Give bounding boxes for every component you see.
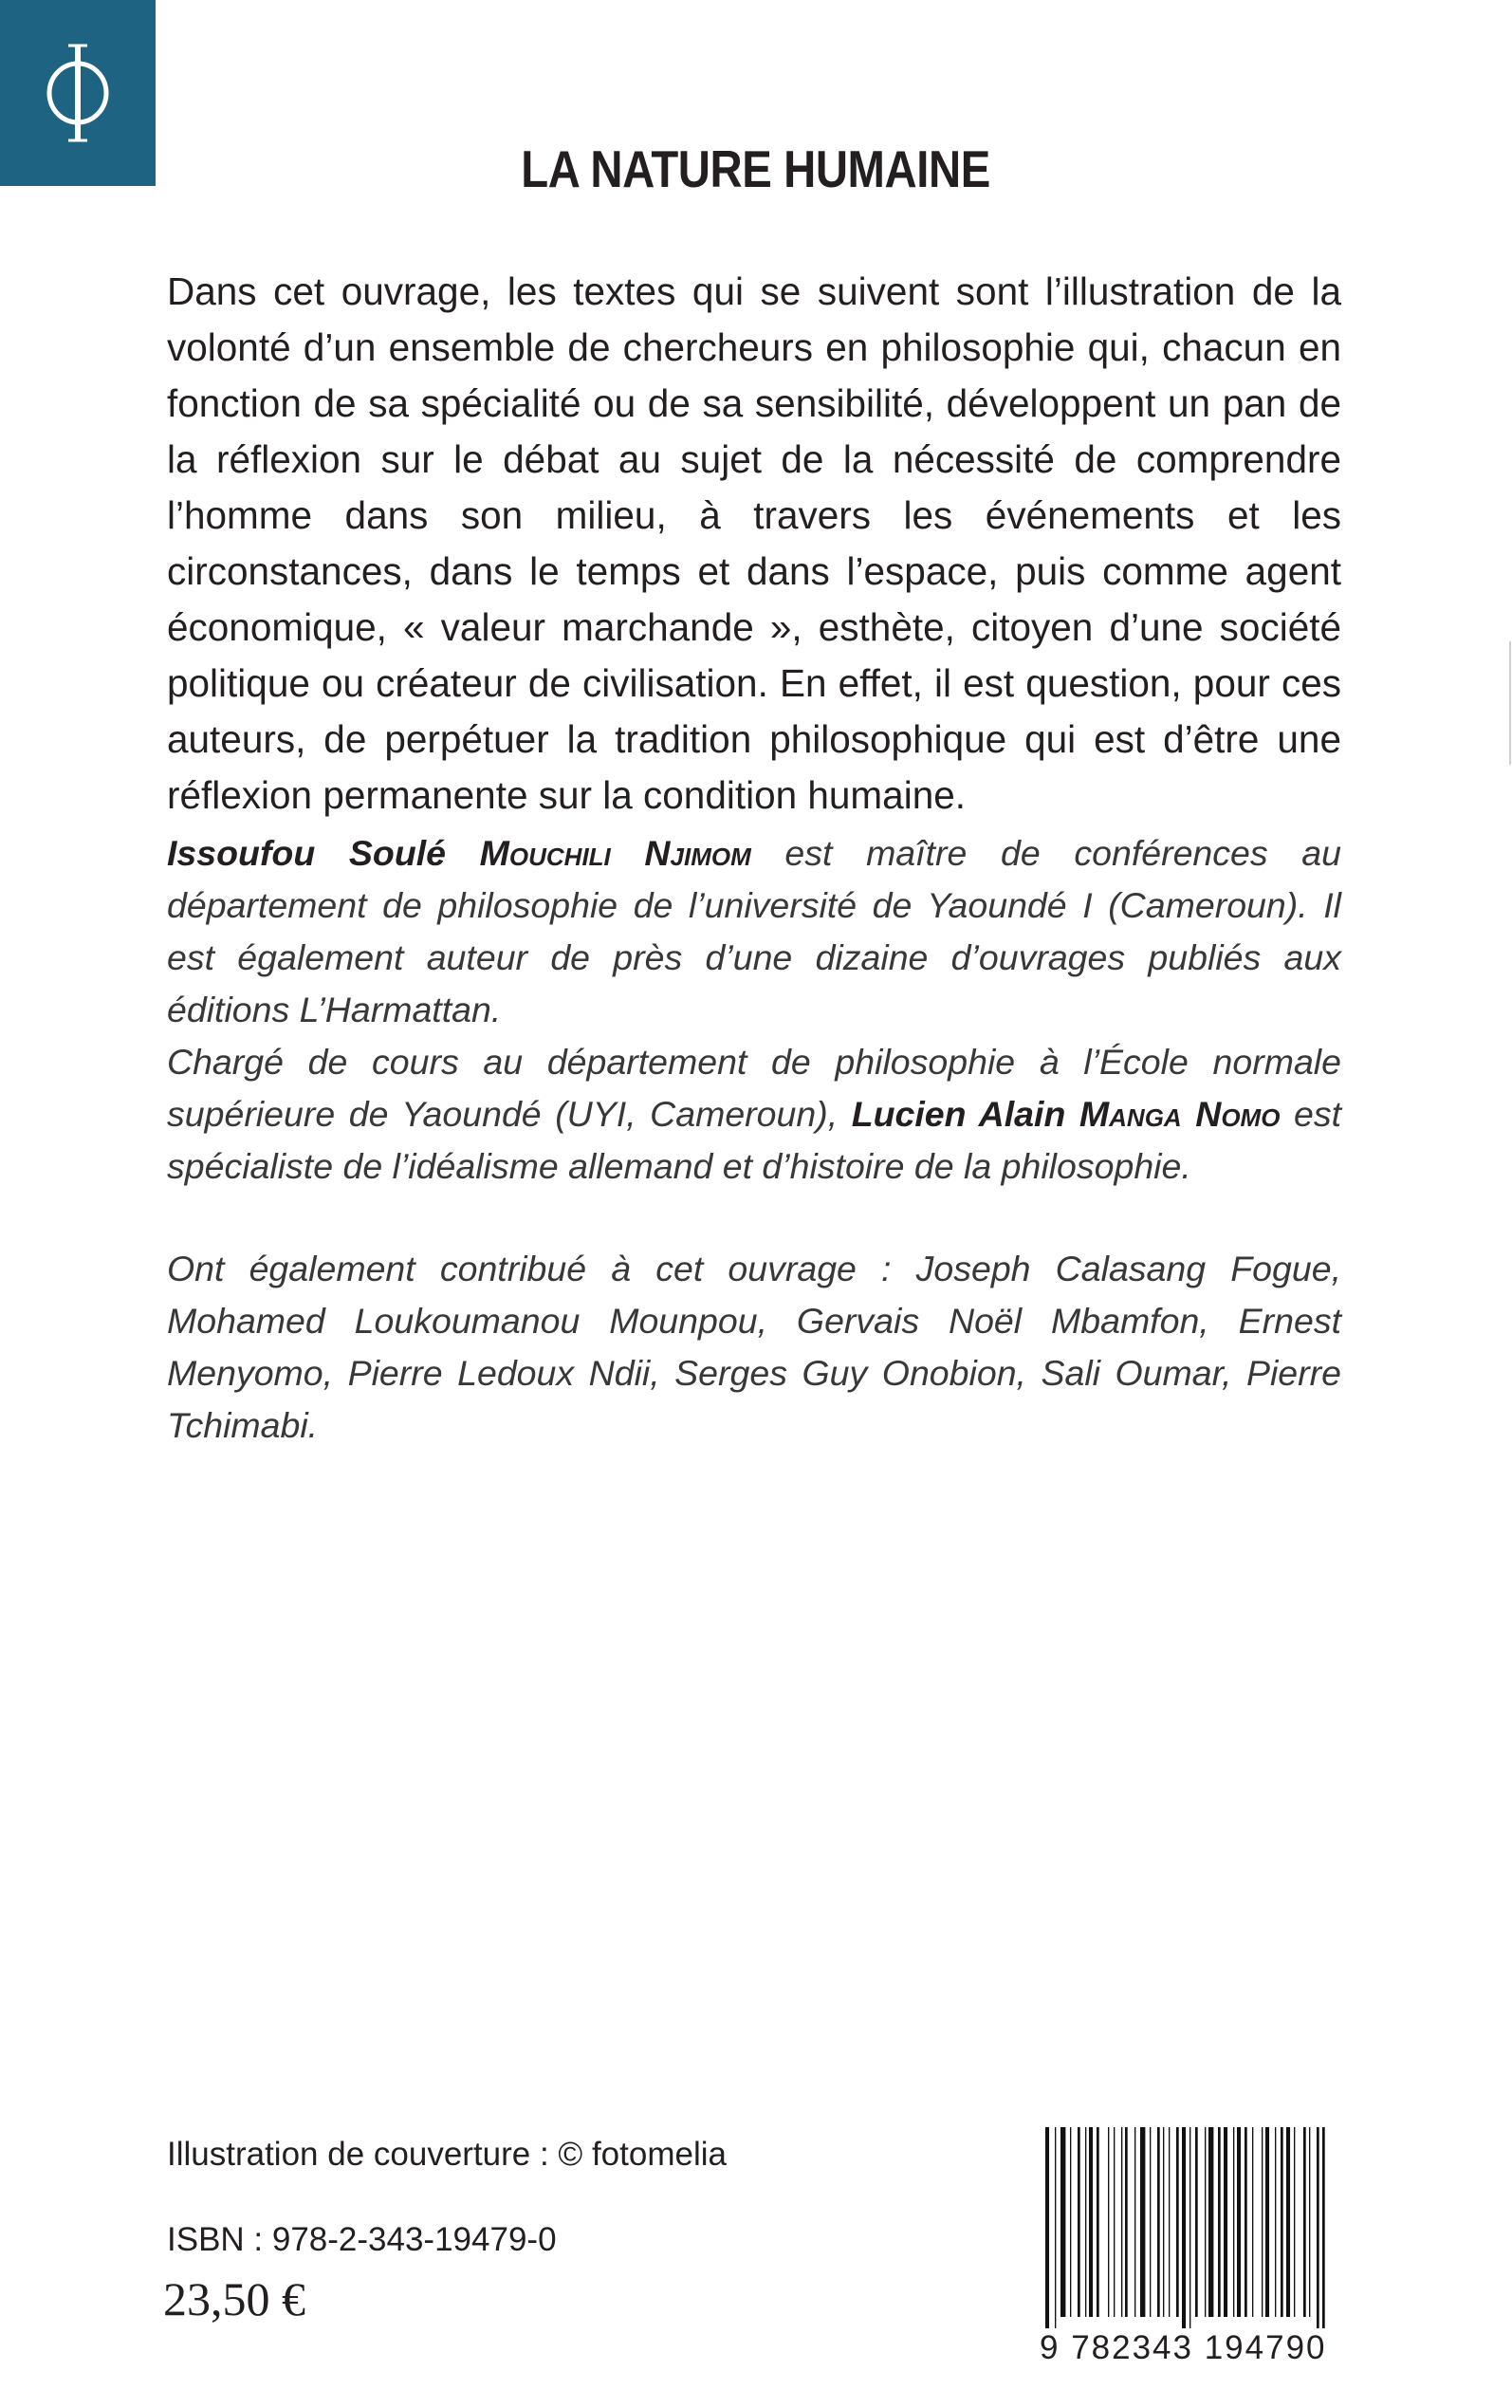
author-2-first-name: Lucien Alain	[851, 1094, 1066, 1134]
author-bio-1	[167, 827, 1341, 1036]
author-1-last-name: Mouchili Njimom	[479, 833, 751, 873]
contributors-list: Ont également contribué à cet ouvrage : Joseph Calasang Fogue, Mohamed Loukoumanou Mounpou, Gervais Noël Mbamfon, Ernest Menyomo, Pierre Ledoux Ndii, Serges Guy Onobion, Sali Oumar, Pierre Tchimabi.	[167, 1249, 1341, 1445]
barcode	[1043, 2127, 1345, 2328]
author-1-bio-text: est maître de conférences au département de philosophie de l’université de Yaoundé I (Cameroun). Il est également auteur de près d’une dizaine d’ouvrages publiés aux éditions L’Harmattan.	[167, 833, 1342, 1029]
edge-mark	[1509, 641, 1511, 765]
book-title	[0, 131, 1512, 207]
book-title-text: LA NATURE HUMAINE	[521, 139, 991, 198]
price: 23,50 €	[163, 2272, 305, 2325]
book-summary: Dans cet ouvrage, les textes qui se suivent sont l’illustration de la volonté d’un ensemble de chercheurs en philosophie qui, chacun en fonction de sa spécialité ou de sa sensibilité, développent un pan de la réflexion sur le débat au sujet de la nécessité de comprendre l’homme dans son milieu, à travers les événements et les circonstances, dans le temps et dans l’espace, puis comme agent économique, « valeur marchande », esthète, citoyen d’une société politique ou créateur de civilisation. En effet, il est question, pour ces auteurs, de perpétuer la tradition philosophique qui est d’être une réflexion permanente sur la condition humaine.	[167, 269, 1341, 817]
author-bio-2	[167, 1036, 1341, 1193]
barcode-number: 9 782343 194790	[1040, 2329, 1327, 2366]
author-2-bio-text: est spécialiste de l’idéalisme allemand et d’histoire de la philosophie.	[167, 1094, 1342, 1186]
author-1-first-name: Issoufou Soulé	[167, 833, 446, 873]
phi-icon	[40, 41, 116, 145]
author-2-last-name: Manga Nomo	[1079, 1094, 1281, 1134]
isbn: ISBN : 978-2-343-19479-0	[167, 2221, 557, 2258]
author-2-bio-intro: Chargé de cours au département de philosophie à l’École normale supérieure de Yaoundé (UYI, Cameroun),	[167, 1042, 1341, 1134]
cover-credit: Illustration de couverture : © fotomelia	[167, 2136, 727, 2173]
